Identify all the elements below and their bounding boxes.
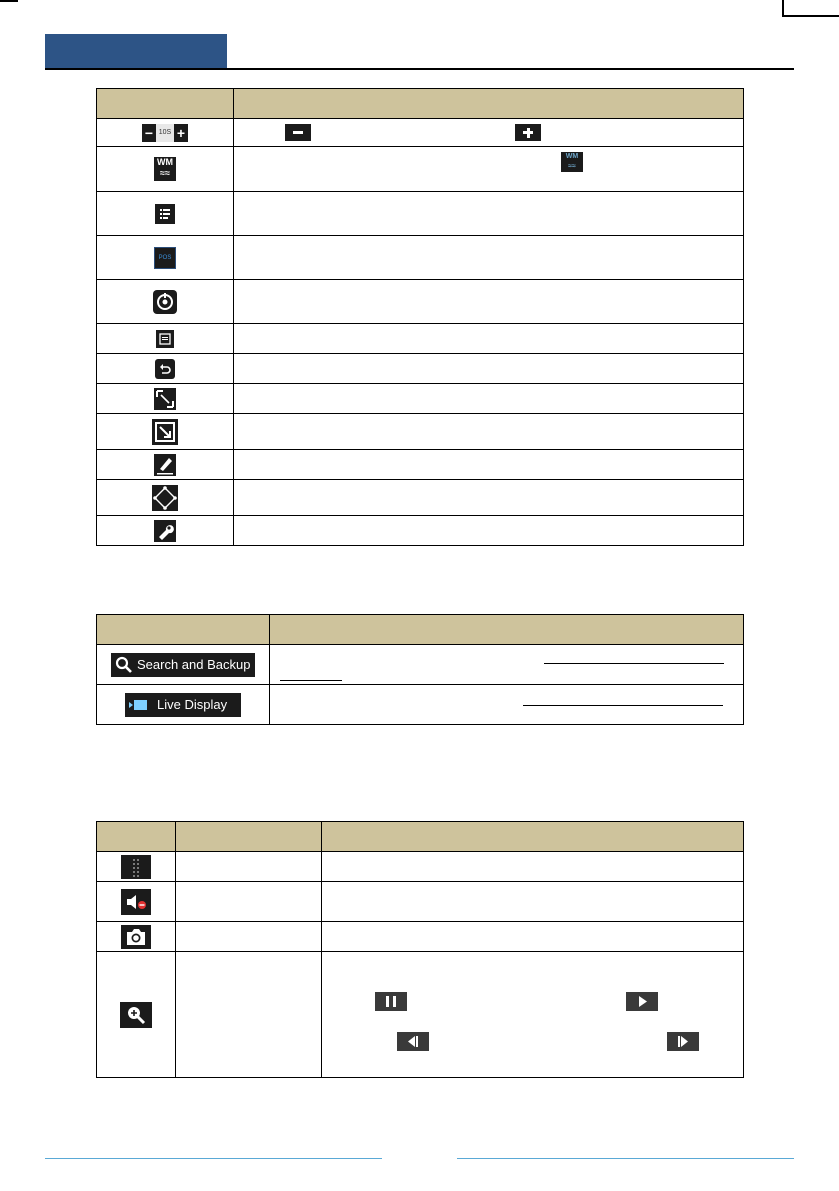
header-cell [270,615,744,645]
crop-mark-top-right-h [782,15,839,17]
table-row [97,414,744,450]
channel-buttons-table [96,821,744,1078]
step-forward-icon [667,1032,699,1051]
description-cell [234,280,744,324]
grid-icon[interactable] [121,855,151,879]
play-icon [626,992,658,1011]
description-cell [270,645,744,685]
table-row [97,450,744,480]
header-cell [97,822,176,852]
table-row [97,685,744,725]
button-cell [97,645,270,685]
table-row [97,147,744,192]
camera-icon [125,693,151,717]
table-row [97,324,744,354]
description-cell [322,952,744,1078]
table-row [97,645,744,685]
zoom-step-icon[interactable]: − 10S + [142,124,188,142]
watermark-inline-icon: WM ≈≈ [561,152,583,172]
record-icon[interactable] [153,290,177,314]
description-cell [234,450,744,480]
search-and-backup-button[interactable] [111,653,255,677]
table-header-row [97,822,744,852]
table-row [97,354,744,384]
exit-fullscreen-icon[interactable] [152,419,178,445]
table-row [97,192,744,236]
section-header-tab [45,34,227,69]
crop-mark-top-left [0,0,18,2]
icon-cell [97,192,234,236]
header-cell [97,89,234,119]
header-cell [176,822,322,852]
step-value: 10S [156,124,174,142]
icon-cell [97,450,234,480]
name-cell [176,922,322,952]
icon-cell [97,882,176,922]
name-cell [176,882,322,922]
mute-icon[interactable] [121,889,151,915]
live-display-button[interactable] [125,693,241,717]
table-row [97,119,744,147]
table-header-row [97,89,744,119]
description-cell [234,236,744,280]
link-underline [280,680,342,681]
back-icon[interactable] [155,359,175,379]
table-row [97,882,744,922]
plus-button-icon [515,124,541,141]
description-cell [234,354,744,384]
description-cell [234,516,744,546]
header-cell [322,822,744,852]
button-label: Search and Backup [137,657,251,672]
icon-cell [97,236,234,280]
icon-cell [97,852,176,882]
link-underline [544,663,724,664]
table-row [97,852,744,882]
icon-cell [97,516,234,546]
description-cell [270,685,744,725]
icon-cell [97,280,234,324]
footer-rule-left [45,1158,382,1159]
header-cell [234,89,744,119]
name-cell [176,952,322,1078]
description-cell [234,384,744,414]
header-cell [97,615,270,645]
table-header-row [97,615,744,645]
wm-text: WM [157,157,173,167]
icon-cell [97,354,234,384]
icon-cell [97,480,234,516]
button-label: Live Display [157,697,228,712]
header-rule [45,68,794,70]
toolbar-buttons-table [96,88,744,546]
description-cell [322,852,744,882]
icon-cell [97,922,176,952]
adjust-icon[interactable] [152,485,178,511]
name-cell [176,852,322,882]
link-underline [523,705,723,706]
icon-cell [97,952,176,1078]
table-row [97,516,744,546]
icon-cell [97,324,234,354]
table-row [97,952,744,1078]
icon-cell [97,147,234,192]
search-icon [111,653,135,677]
navigation-buttons-table [96,614,744,725]
description-cell [322,922,744,952]
zoom-in-icon[interactable] [120,1002,152,1028]
icon-cell [97,384,234,414]
icon-cell [97,119,234,147]
table-row [97,236,744,280]
backup-icon[interactable] [156,330,174,348]
icon-cell [97,414,234,450]
minus-button-icon [285,124,311,141]
event-list-icon[interactable] [155,204,175,224]
watermark-icon[interactable]: WM ≈≈ [154,157,176,181]
description-cell [322,882,744,922]
description-cell [234,480,744,516]
description-cell [234,119,744,147]
description-cell [234,414,744,450]
table-row [97,922,744,952]
edit-icon[interactable] [154,454,176,476]
table-row [97,480,744,516]
description-cell [234,147,744,192]
pos-icon[interactable]: POS [154,247,176,269]
settings-wrench-icon[interactable] [154,520,176,542]
footer-rule-right [457,1158,794,1159]
button-cell [97,685,270,725]
description-cell [234,324,744,354]
pause-icon [375,992,407,1011]
crop-mark-top-right [782,0,784,16]
table-row [97,384,744,414]
step-back-icon [397,1032,429,1051]
table-row [97,280,744,324]
description-cell [234,192,744,236]
fullscreen-icon[interactable] [154,388,176,410]
snapshot-icon[interactable] [121,925,151,949]
